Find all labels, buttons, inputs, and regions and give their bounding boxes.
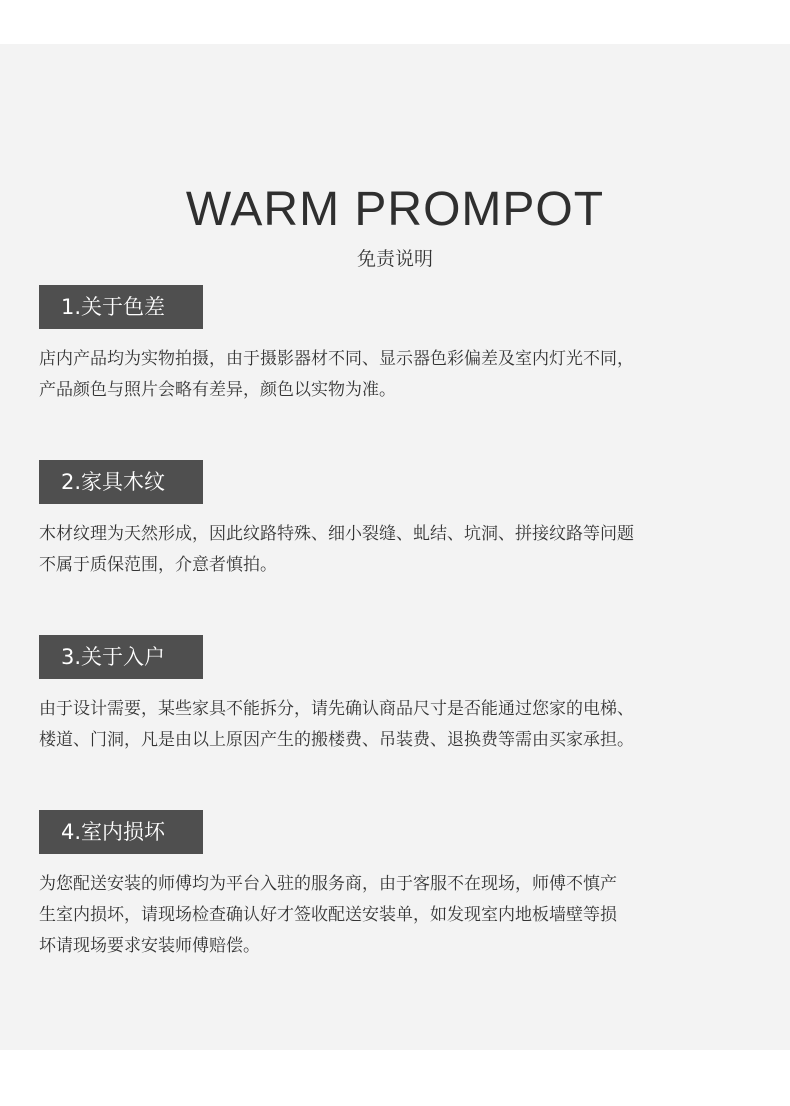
body-line: 为您配送安装的师傅均为平台入驻的服务商，由于客服不在现场，师傅不慎产 (39, 874, 617, 894)
content-panel (0, 44, 790, 1050)
body-line: 生室内损坏，请现场检查确认好才签收配送安装单，如发现室内地板墙壁等损 (39, 905, 617, 925)
section-heading-delivery-entry: 3.关于入户 (39, 635, 203, 679)
body-line: 楼道、门洞，凡是由以上原因产生的搬楼费、吊装费、退换费等需由买家承担。 (39, 730, 634, 750)
body-line: 不属于质保范围，介意者慎拍。 (39, 555, 277, 575)
section-heading-color-difference: 1.关于色差 (39, 285, 203, 329)
section-body-delivery-entry (39, 694, 754, 756)
body-line: 店内产品均为实物拍摄，由于摄影器材不同、显示器色彩偏差及室内灯光不同， (39, 349, 634, 369)
page-subtitle: 免责说明 (356, 248, 433, 270)
section-body-color-difference (39, 344, 754, 406)
section-body-wood-grain (39, 519, 754, 581)
section-heading-indoor-damage: 4.室内损坏 (39, 810, 203, 854)
section-heading-wood-grain: 2.家具木纹 (39, 460, 203, 504)
body-line: 木材纹理为天然形成，因此纹路特殊、细小裂缝、虬结、坑洞、拼接纹路等问题 (39, 524, 634, 544)
page-title: WARM PROMPOT (185, 183, 605, 236)
section-body-indoor-damage (39, 869, 754, 962)
body-line: 坏请现场要求安装师傅赔偿。 (39, 936, 260, 956)
body-line: 产品颜色与照片会略有差异，颜色以实物为准。 (39, 380, 396, 400)
body-line: 由于设计需要，某些家具不能拆分，请先确认商品尺寸是否能通过您家的电梯、 (39, 699, 634, 719)
